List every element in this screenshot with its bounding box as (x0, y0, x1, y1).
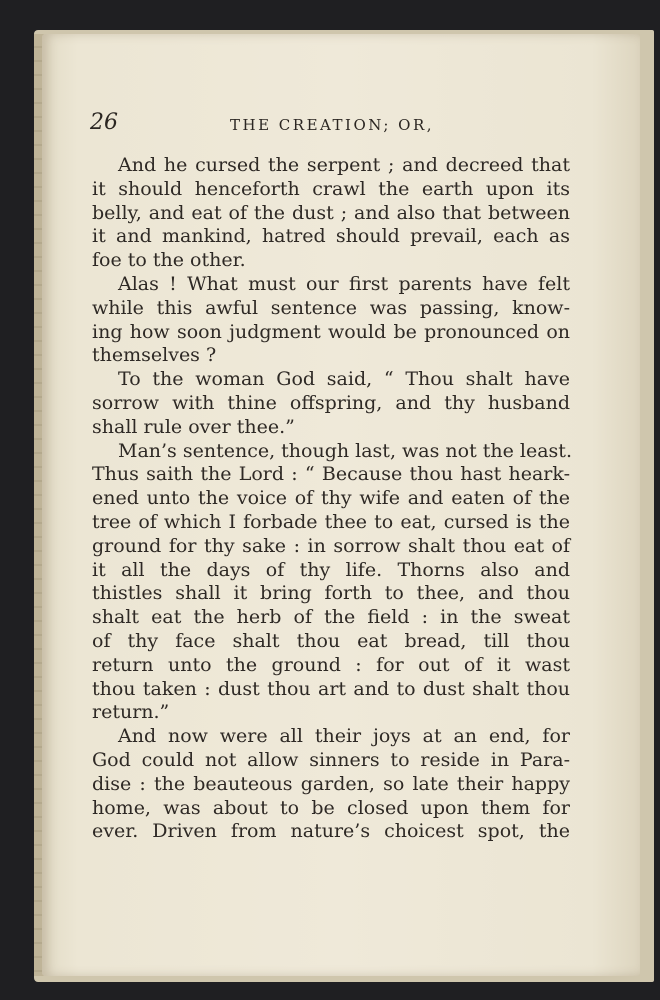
text-line: ever. Driven from nature’s choicest spot, the (92, 820, 570, 843)
text-line: shall rule over thee.” (92, 415, 295, 438)
text-line: it and mankind, hatred should prevail, each as (92, 225, 570, 248)
text-line: foe to the other. (92, 249, 246, 272)
page-header (90, 110, 570, 140)
text-line: ened unto the voice of thy wife and eaten of the (92, 487, 570, 510)
text-line: ing how soon judgment would be pronounced on (92, 320, 570, 343)
text-line: To the woman God said, “ Thou shalt have (118, 368, 570, 391)
text-line: return unto the ground : for out of it wast (92, 653, 570, 676)
text-line: ground for thy sake : in sorrow shalt thou eat of (92, 534, 570, 557)
text-line: themselves ? (92, 344, 217, 367)
text-line: thou taken : dust thou art and to dust shalt thou (92, 677, 570, 700)
text-line: tree of which I forbade thee to eat, cursed is the (92, 510, 570, 533)
body-text (92, 154, 570, 844)
text-line: Thus saith the Lord : “ Because thou hast heark- (92, 463, 570, 486)
text-line: it should henceforth crawl the earth upon its (92, 177, 570, 200)
text-line: Alas ! What must our first parents have felt (118, 272, 570, 295)
text-line: home, was about to be closed upon them for (92, 796, 570, 819)
page-number: 26 (90, 110, 118, 135)
text-line: And he cursed the serpent ; and decreed that (118, 154, 570, 176)
running-head: THE CREATION; OR, (230, 116, 435, 134)
text-line: sorrow with thine offspring, and thy husband (92, 391, 570, 414)
text-line: return.” (92, 701, 170, 724)
text-line: while this awful sentence was passing, know- (92, 296, 570, 319)
text-line: of thy face shalt thou eat bread, till thou (92, 629, 570, 652)
text-line: And now were all their joys at an end, for (118, 725, 570, 748)
text-line: thistles shall it bring forth to thee, and thou (92, 582, 570, 605)
text-line: shalt eat the herb of the field : in the sweat (92, 606, 570, 629)
text-line: Man’s sentence, though last, was not the least. (118, 439, 572, 462)
text-line: it all the days of thy life. Thorns also and (92, 558, 570, 581)
text-line: dise : the beauteous garden, so late their happy (92, 772, 570, 795)
text-line: belly, and eat of the dust ; and also that between (92, 201, 570, 224)
text-line: God could not allow sinners to reside in Para- (92, 748, 570, 771)
